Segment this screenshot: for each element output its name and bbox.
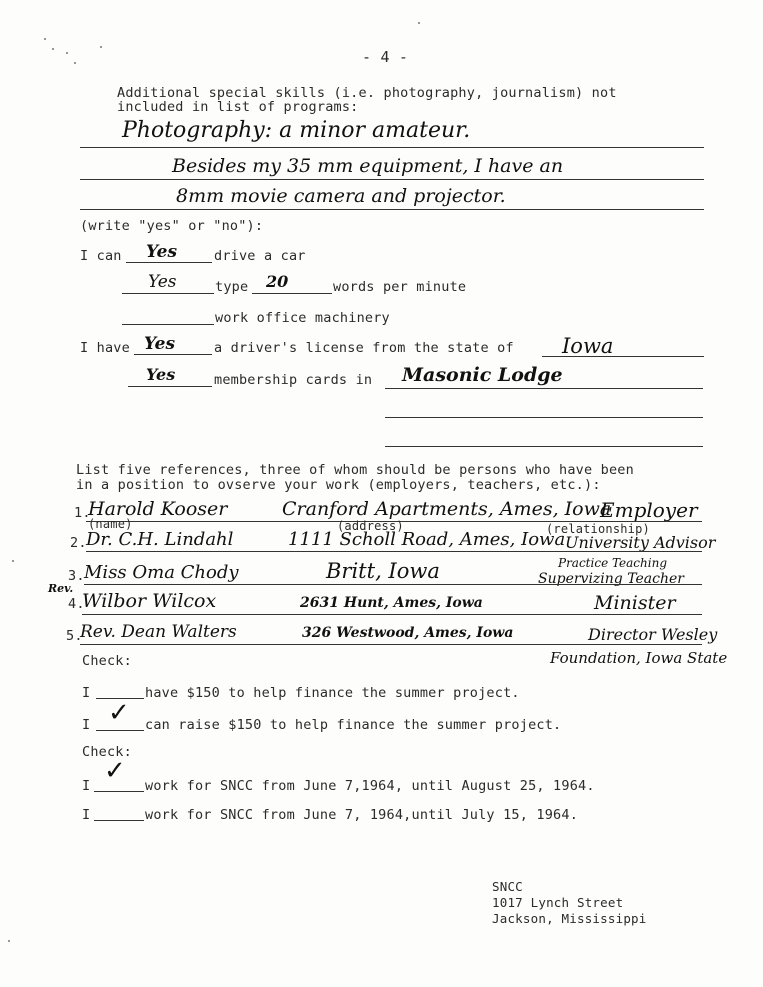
- scan-speck: [74, 62, 76, 64]
- answer-line: [80, 209, 704, 210]
- wpm-blank: [252, 293, 332, 294]
- scan-speck: [100, 46, 102, 48]
- column-name-label: (name): [88, 517, 133, 531]
- reference-line: [82, 614, 702, 615]
- reference-number: 4.: [68, 596, 85, 612]
- state-blank: [542, 356, 704, 357]
- references-prompt: in a position to ovserve your work (employers, teachers, etc.):: [76, 477, 601, 493]
- reference-prefix: Rev.: [48, 582, 74, 595]
- license-label: a driver's license from the state of: [214, 340, 514, 356]
- checkmark-icon: ✓: [104, 756, 126, 786]
- reference-relationship: Director Wesley: [588, 625, 718, 644]
- period-option-text: work for SNCC from June 7,1964, until August 25, 1964.: [145, 778, 595, 794]
- period-option-prefix: I: [82, 807, 91, 823]
- period-option-text: work for SNCC from June 7, 1964,until July 15, 1964.: [145, 807, 579, 823]
- reference-relationship: Supervizing Teacher: [538, 571, 684, 587]
- checkmark-icon: ✓: [108, 698, 130, 728]
- answer-line: [80, 179, 704, 180]
- reference-line: [84, 584, 702, 585]
- reference-number: 5.: [66, 628, 83, 644]
- reference-number: 1.: [74, 505, 91, 521]
- scan-speck: [52, 48, 54, 50]
- period-option-checkbox[interactable]: [94, 791, 144, 792]
- license-state: Iowa: [562, 334, 614, 358]
- reference-relationship: Minister: [594, 592, 676, 614]
- reference-name: Rev. Dean Walters: [80, 622, 237, 642]
- reference-relationship: University Advisor: [565, 533, 716, 552]
- scan-speck: [418, 22, 420, 24]
- drive-blank: [126, 262, 212, 263]
- scan-speck: [66, 52, 68, 54]
- skills-prompt: Additional special skills (i.e. photography, journalism) not: [117, 85, 617, 101]
- reference-relationship: Employer: [600, 498, 698, 522]
- drive-prefix: I can: [80, 248, 122, 264]
- finance-option-prefix: I: [82, 717, 91, 733]
- scan-speck: [12, 560, 14, 562]
- sncc-address: SNCC: [492, 879, 523, 894]
- skills-answer: 8mm movie camera and projector.: [176, 185, 506, 207]
- type-answer: Yes: [148, 272, 177, 292]
- type-suffix: words per minute: [333, 279, 467, 295]
- reference-address: Cranford Apartments, Ames, Iowa: [282, 498, 612, 520]
- skills-prompt: included in list of programs:: [117, 99, 359, 115]
- column-address-label: (address): [337, 519, 404, 533]
- sncc-address: 1017 Lynch Street: [492, 895, 624, 910]
- reference-name: Miss Oma Chody: [84, 562, 239, 583]
- yes-no-instruction: (write "yes" or "no"):: [80, 218, 264, 234]
- scan-speck: [8, 940, 10, 942]
- reference-number: 2.: [70, 535, 87, 551]
- type-label: type: [215, 279, 249, 295]
- reference-relationship: Practice Teaching: [558, 556, 668, 570]
- reference-address: 326 Westwood, Ames, Iowa: [302, 625, 514, 641]
- reference-address: 1111 Scholl Road, Ames, Iowa: [288, 529, 566, 550]
- org-blank: [385, 388, 703, 389]
- membership-label: membership cards in: [214, 372, 373, 388]
- reference-name: Harold Kooser: [88, 498, 228, 520]
- skills-answer: Besides my 35 mm equipment, I have an: [172, 155, 564, 177]
- reference-name: Wilbor Wilcox: [82, 590, 217, 612]
- scan-speck: [44, 38, 46, 40]
- reference-line: [80, 644, 702, 645]
- machinery-blank: [122, 324, 214, 325]
- page-number: - 4 -: [362, 48, 409, 66]
- period-option-prefix: I: [82, 778, 91, 794]
- answer-line: [80, 147, 704, 148]
- finance-option-text: have $150 to help finance the summer project.: [145, 685, 520, 701]
- reference-number: 3.: [68, 568, 85, 584]
- membership-org: Masonic Lodge: [402, 364, 563, 386]
- finance-option-text: can raise $150 to help finance the summer project.: [145, 717, 562, 733]
- references-prompt: List five references, three of whom should be persons who have been: [76, 462, 634, 478]
- reference-relationship: Foundation, Iowa State: [550, 649, 728, 667]
- column-relationship-label: (relationship): [546, 522, 650, 536]
- sncc-address: Jackson, Mississippi: [492, 911, 647, 926]
- reference-line: [86, 551, 702, 552]
- check-label: Check:: [82, 744, 132, 760]
- license-prefix: I have: [80, 340, 130, 356]
- org-blank: [385, 446, 703, 447]
- drive-label: drive a car: [214, 248, 306, 264]
- license-blank: [134, 354, 212, 355]
- reference-name: Dr. C.H. Lindahl: [86, 529, 234, 550]
- machinery-label: work office machinery: [215, 310, 390, 326]
- finance-option-prefix: I: [82, 685, 91, 701]
- reference-address: Britt, Iowa: [326, 559, 440, 583]
- membership-answer: Yes: [146, 365, 176, 384]
- finance-option-checkbox[interactable]: [96, 730, 144, 731]
- skills-answer: Photography: a minor amateur.: [122, 118, 471, 143]
- check-label: Check:: [82, 653, 132, 669]
- reference-address: 2631 Hunt, Ames, Iowa: [300, 595, 483, 611]
- type-blank: [122, 293, 214, 294]
- period-option-checkbox[interactable]: [94, 820, 144, 821]
- license-answer: Yes: [144, 334, 176, 354]
- membership-blank: [128, 386, 212, 387]
- type-wpm: 20: [266, 272, 289, 291]
- drive-answer: Yes: [146, 242, 178, 262]
- org-blank: [385, 417, 703, 418]
